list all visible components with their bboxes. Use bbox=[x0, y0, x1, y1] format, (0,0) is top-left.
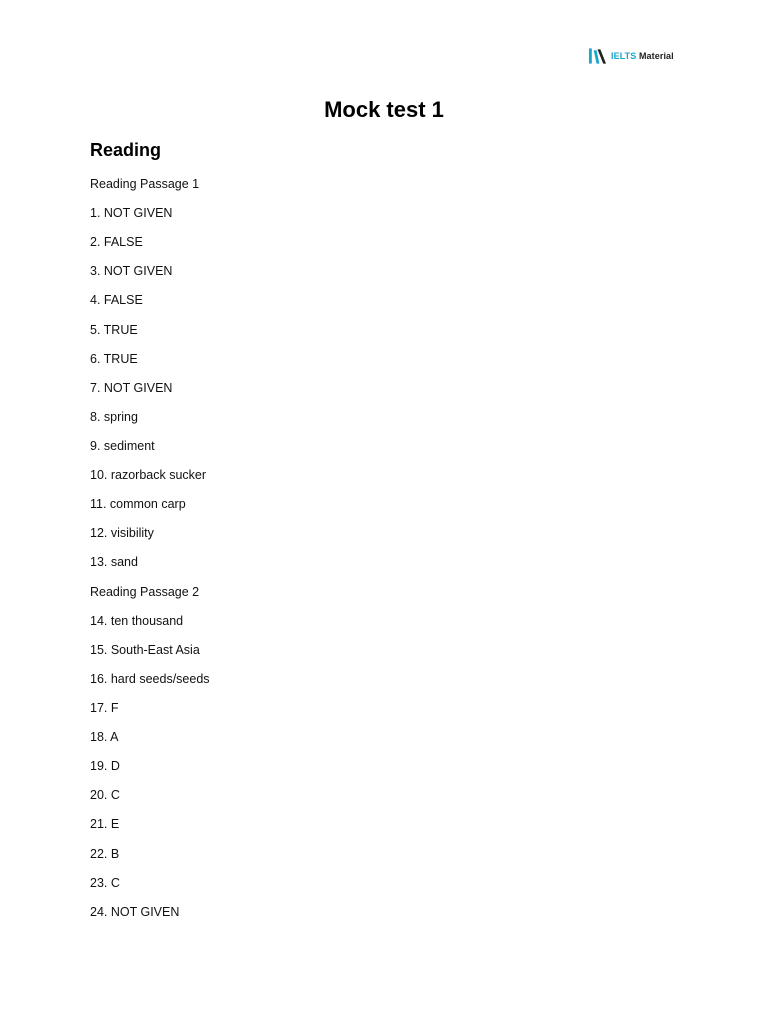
page-title: Mock test 1 bbox=[324, 97, 444, 122]
answer-line: 15. South-East Asia bbox=[90, 642, 200, 657]
answer-line: 2. FALSE bbox=[90, 235, 143, 250]
answer-line: 5. TRUE bbox=[90, 322, 138, 337]
logo-wordmark bbox=[611, 51, 674, 61]
answer-line: 7. NOT GIVEN bbox=[90, 380, 173, 395]
answer-line: 16. hard seeds/seeds bbox=[90, 671, 210, 686]
ielts-material-logo bbox=[588, 45, 674, 67]
answer-line: 12. visibility bbox=[90, 526, 154, 541]
answer-line: 18. A bbox=[90, 730, 119, 745]
answer-line: 10. razorback sucker bbox=[90, 468, 207, 483]
answer-line: 6. TRUE bbox=[90, 351, 138, 366]
answer-line: 4. FALSE bbox=[90, 293, 143, 308]
answer-line: 13. sand bbox=[90, 555, 138, 570]
answer-line: 9. sediment bbox=[90, 438, 155, 453]
answer-line: 22. B bbox=[90, 846, 120, 861]
answer-line: 3. NOT GIVEN bbox=[90, 264, 173, 279]
answer-line: 21. E bbox=[90, 817, 120, 832]
logo-text-ielts: IELTS bbox=[611, 51, 637, 61]
section-heading-reading: Reading bbox=[90, 140, 162, 160]
passage-label: Reading Passage 1 bbox=[90, 177, 200, 191]
answer-line: 23. C bbox=[90, 875, 120, 890]
answer-line: 1. NOT GIVEN bbox=[90, 206, 173, 221]
answer-line: 19. D bbox=[90, 759, 120, 774]
book-stack-logo-icon bbox=[588, 46, 607, 66]
answer-line: 20. C bbox=[90, 788, 120, 803]
answer-line: 24. NOT GIVEN bbox=[90, 904, 180, 919]
answer-list bbox=[90, 174, 210, 931]
logo-text-material: Material bbox=[638, 51, 674, 61]
answer-line: 11. common carp bbox=[90, 497, 186, 512]
answer-line: 8. spring bbox=[90, 409, 138, 424]
passage-label: Reading Passage 2 bbox=[90, 584, 200, 599]
answer-line: 17. F bbox=[90, 700, 119, 715]
answer-line: 14. ten thousand bbox=[90, 613, 184, 628]
